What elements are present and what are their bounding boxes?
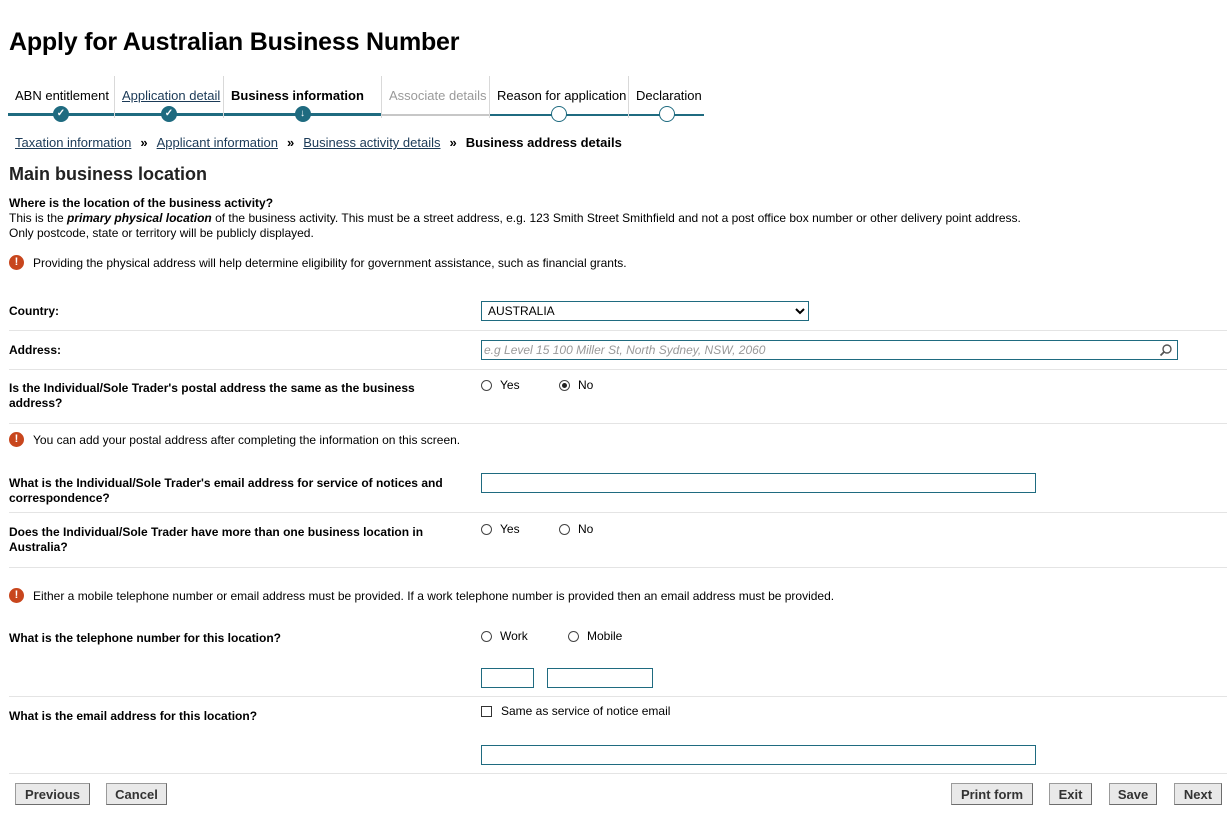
radio-label: No (578, 378, 594, 392)
radio-button[interactable] (481, 380, 492, 391)
intro-text (9, 196, 1219, 241)
radio-label: Work (500, 629, 528, 643)
breadcrumb-applicant-information[interactable]: Applicant information (156, 135, 278, 150)
divider (9, 423, 1227, 424)
alert-physical-address (9, 255, 627, 270)
radio-label: Mobile (587, 629, 623, 643)
divider (9, 330, 1227, 331)
search-icon[interactable] (1159, 343, 1173, 357)
alert-icon: ! (9, 432, 24, 447)
radio-button[interactable] (568, 631, 579, 642)
radio-label: Yes (500, 378, 520, 392)
step-label[interactable]: Application detail (122, 88, 221, 103)
alert-icon: ! (9, 588, 24, 603)
phone-area-code-input[interactable] (481, 668, 534, 688)
step-label: Declaration (636, 88, 702, 103)
same-as-notice-checkbox[interactable] (481, 704, 670, 718)
explanation-emphasis: primary physical location (67, 211, 212, 225)
divider (9, 773, 1227, 774)
divider (9, 567, 1227, 568)
breadcrumb-separator: » (449, 135, 457, 150)
multi-location-label: Does the Individual/Sole Trader have more than one business location in Australia? (9, 525, 424, 554)
phone-label: What is the telephone number for this location? (9, 631, 282, 645)
step-label: Associate details (389, 88, 487, 103)
postal-same-no-radio[interactable] (559, 378, 593, 392)
email-location-input[interactable] (481, 745, 1036, 765)
radio-label: Yes (500, 522, 520, 536)
multi-location-no-radio[interactable] (559, 522, 593, 536)
alert-text: Providing the physical address will help determine eligibility for government assistance, such as financial grants. (33, 255, 627, 270)
step-abn-entitlement[interactable] (8, 76, 114, 118)
postal-same-label: Is the Individual/Sole Trader's postal address the same as the business address? (9, 381, 415, 410)
breadcrumb-current: Business address details (465, 135, 622, 150)
phone-number-input[interactable] (547, 668, 653, 688)
phone-mobile-radio[interactable] (568, 629, 622, 643)
exit-button[interactable]: Exit (1049, 783, 1092, 805)
step-application-detail[interactable] (114, 76, 223, 118)
save-button[interactable]: Save (1109, 783, 1157, 805)
location-explanation (9, 211, 1219, 226)
alert-text: You can add your postal address after completing the information on this screen. (33, 432, 461, 447)
address-label: Address: (9, 343, 62, 357)
explanation-text: This is the (9, 211, 68, 225)
previous-button[interactable]: Previous (15, 783, 90, 805)
location-question: Where is the location of the business activity? (9, 196, 274, 210)
breadcrumb (15, 135, 622, 150)
check-icon: ✓ (53, 106, 69, 122)
explanation-text: of the business activity. This must be a street address, e.g. 123 Smith Street Smithfield and not a post office box number or other delivery point address. (211, 211, 1021, 225)
step-associate-details (381, 76, 489, 118)
step-bar (382, 114, 489, 116)
public-display-note: Only postcode, state or territory will be publicly displayed. (9, 226, 314, 240)
alert-icon: ! (9, 255, 24, 270)
alert-contact-required (9, 588, 834, 603)
checkbox[interactable] (481, 706, 492, 717)
next-button[interactable]: Next (1174, 783, 1222, 805)
breadcrumb-taxation-information[interactable]: Taxation information (15, 135, 132, 150)
pending-step-icon (551, 106, 567, 122)
address-input[interactable] (481, 340, 1178, 360)
progress-steps (8, 76, 704, 118)
country-select[interactable] (481, 301, 809, 321)
cancel-button[interactable]: Cancel (106, 783, 167, 805)
divider (9, 369, 1227, 370)
phone-work-radio[interactable] (481, 629, 528, 643)
step-reason-for-application (489, 76, 628, 118)
address-field (481, 340, 1178, 360)
alert-postal-address (9, 432, 460, 447)
divider (9, 696, 1227, 697)
email-notice-label: What is the Individual/Sole Trader's email address for service of notices and correspondence? (9, 476, 443, 505)
email-location-label: What is the email address for this location? (9, 709, 258, 723)
country-label: Country: (9, 304, 59, 318)
current-step-icon: ↓ (295, 106, 311, 122)
page-title: Apply for Australian Business Number (9, 28, 460, 56)
email-notice-input[interactable] (481, 473, 1036, 493)
breadcrumb-separator: » (286, 135, 295, 150)
print-form-button[interactable]: Print form (951, 783, 1033, 805)
pending-step-icon (659, 106, 675, 122)
step-label: ABN entitlement (15, 88, 109, 103)
section-title: Main business location (9, 164, 208, 184)
breadcrumb-business-activity-details[interactable]: Business activity details (303, 135, 441, 150)
radio-button[interactable] (559, 380, 570, 391)
breadcrumb-separator: » (140, 135, 148, 150)
radio-button[interactable] (481, 524, 492, 535)
step-label: Reason for application (497, 88, 627, 103)
postal-same-yes-radio[interactable] (481, 378, 520, 392)
step-declaration (628, 76, 704, 118)
radio-button[interactable] (559, 524, 570, 535)
radio-button[interactable] (481, 631, 492, 642)
step-label: Business information (231, 88, 364, 103)
checkbox-label: Same as service of notice email (501, 704, 671, 718)
step-business-information (223, 76, 381, 118)
multi-location-yes-radio[interactable] (481, 522, 520, 536)
check-icon: ✓ (161, 106, 177, 122)
radio-label: No (578, 522, 594, 536)
alert-text: Either a mobile telephone number or email address must be provided. If a work telephone number is provided then an email address must be provided. (33, 588, 835, 603)
divider (9, 512, 1227, 513)
